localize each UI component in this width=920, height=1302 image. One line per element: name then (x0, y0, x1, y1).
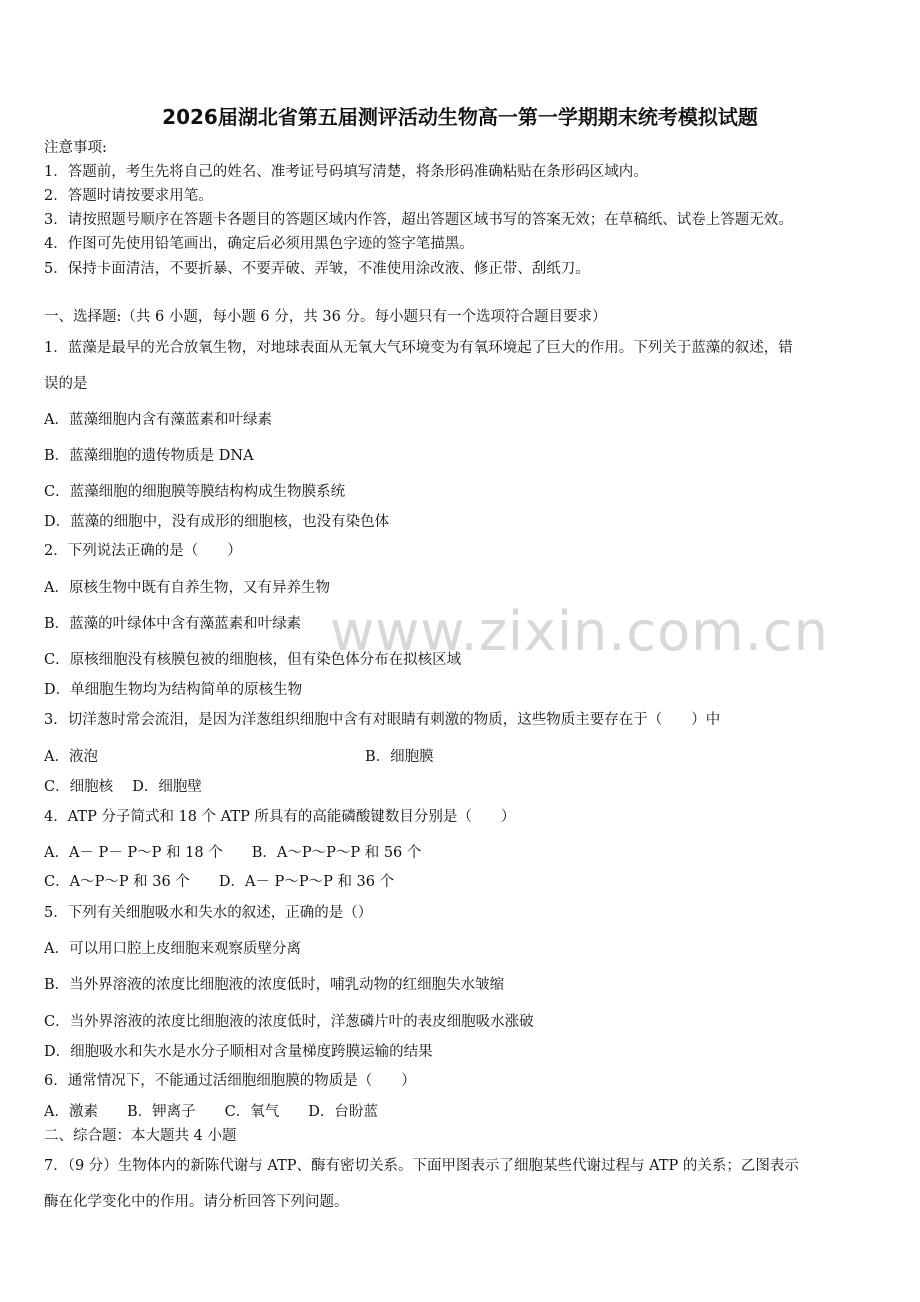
q1-option-a: A．蓝藻细胞内含有藻蓝素和叶绿素 (44, 412, 272, 428)
q5-stem: 5．下列有关细胞吸水和失水的叙述，正确的是（） (44, 905, 373, 921)
q2-option-a: A．原核生物中既有自养生物，又有异养生物 (44, 580, 330, 596)
q2-option-b: B．蓝藻的叶绿体中含有藻蓝素和叶绿素 (44, 616, 302, 632)
q4-option-ab: A．A－ P－ P～P 和 18 个 B．A～P～P～P 和 56 个 (44, 845, 422, 861)
q6-options: A．激素 B．钾离子 C．氧气 D．台盼蓝 (44, 1104, 378, 1120)
notice-item-2: 2．答题时请按要求用笔。 (44, 188, 213, 204)
exam-title: 2026届湖北省第五届测评活动生物高一第一学期期末统考模拟试题 (162, 105, 758, 129)
q2-option-c: C．原核细胞没有核膜包被的细胞核，但有染色体分布在拟核区域 (44, 652, 462, 668)
q2-stem: 2．下列说法正确的是（ ） (44, 543, 242, 559)
notice-heading: 注意事项: (44, 140, 107, 156)
q2-option-d: D．单细胞生物均为结构简单的原核生物 (44, 682, 303, 698)
q1-option-d: D．蓝藻的细胞中，没有成形的细胞核，也没有染色体 (44, 514, 390, 530)
q1-stem-line2: 误的是 (44, 376, 88, 392)
q6-stem: 6．通常情况下，不能通过活细胞细胞膜的物质是（ ） (44, 1073, 416, 1089)
q3-option-b: B．细胞膜 (365, 749, 434, 765)
q3-option-cd: C．细胞核 D．细胞壁 (44, 779, 202, 795)
q1-option-c: C．蓝藻细胞的细胞膜等膜结构构成生物膜系统 (44, 484, 346, 500)
q5-option-b: B．当外界溶液的浓度比细胞液的浓度低时，哺乳动物的红细胞失水皱缩 (44, 977, 505, 993)
q5-option-c: C．当外界溶液的浓度比细胞液的浓度低时，洋葱磷片叶的表皮细胞吸水涨破 (44, 1014, 534, 1030)
q1-option-b: B．蓝藻细胞的遗传物质是 DNA (44, 448, 254, 464)
q7-stem-line1: 7．（9 分）生物体内的新陈代谢与 ATP、酶有密切关系。下面甲图表示了细胞某些代谢过程与 ATP 的关系；乙图表示 (44, 1158, 799, 1174)
notice-item-4: 4．作图可先使用铅笔画出，确定后必须用黑色字迹的签字笔描黑。 (44, 236, 474, 252)
section2-heading: 二、综合题：本大题共 4 小题 (44, 1128, 237, 1144)
q7-stem-line2: 酶在化学变化中的作用。请分析回答下列问题。 (44, 1194, 349, 1210)
watermark: www.zixin.com.cn (330, 600, 829, 663)
q1-stem-line1: 1．蓝藻是最早的光合放氧生物，对地球表面从无氧大气环境变为有氧环境起了巨大的作用。下列关于蓝藻的叙述，错 (44, 340, 793, 356)
q5-option-d: D．细胞吸水和失水是水分子顺相对含量梯度跨膜运输的结果 (44, 1044, 433, 1060)
q3-stem: 3．切洋葱时常会流泪，是因为洋葱组织细胞中含有对眼睛有刺激的物质，这些物质主要存在于（ ）中 (44, 712, 721, 728)
q3-option-a: A．液泡 (44, 749, 98, 765)
q4-stem: 4．ATP 分子简式和 18 个 ATP 所具有的高能磷酸键数目分别是（ ） (44, 809, 516, 825)
notice-item-1: 1．答题前，考生先将自己的姓名、准考证号码填写清楚，将条形码准确粘贴在条形码区域内。 (44, 164, 648, 180)
q5-option-a: A．可以用口腔上皮细胞来观察质壁分离 (44, 941, 301, 957)
notice-item-3: 3．请按照题号顺序在答题卡各题目的答题区域内作答，超出答题区域书写的答案无效；在草稿纸、试卷上答题无效。 (44, 212, 793, 228)
section1-heading: 一、选择题:（共 6 小题，每小题 6 分，共 36 分。每小题只有一个选项符合题目要求） (44, 309, 607, 325)
q4-option-cd: C．A～P～P 和 36 个 D．A－ P～P～P 和 36 个 (44, 874, 395, 890)
notice-item-5: 5．保持卡面清洁，不要折暴、不要弄破、弄皱，不准使用涂改液、修正带、刮纸刀。 (44, 261, 590, 277)
